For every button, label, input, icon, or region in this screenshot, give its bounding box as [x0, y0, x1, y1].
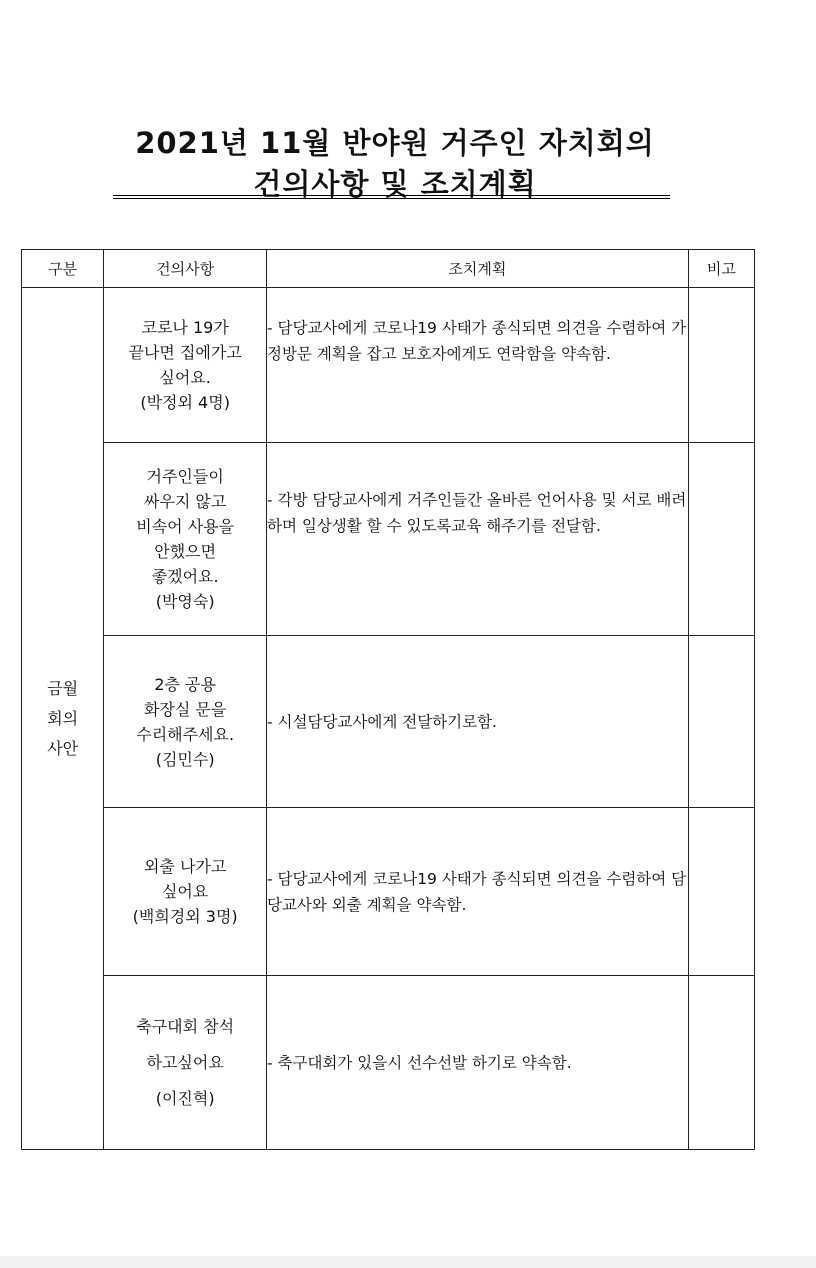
- suggestion-line: (이진혁): [155, 1088, 215, 1108]
- remarks-cell: [688, 976, 754, 1150]
- category-line: 사안: [47, 738, 79, 758]
- suggestion-line: 싶어요: [161, 882, 209, 901]
- remarks-cell: [688, 288, 754, 443]
- suggestion-line: 싶어요.: [159, 368, 211, 387]
- suggestion-line: 하고싶어요: [146, 1052, 224, 1072]
- category-line: 회의: [47, 708, 79, 728]
- suggestion-line: 외출 나가고: [143, 857, 227, 876]
- title-underline-second: [113, 198, 670, 199]
- category-cell: [22, 288, 104, 1150]
- remarks-cell: [688, 808, 754, 976]
- action-plan-cell: - 담당교사에게 코로나19 사태가 종식되면 의견을 수렴하여 담당교사와 외출 계획을 약속함.: [266, 808, 688, 976]
- document-title: 2021년 11월 반야원 거주인 자치회의: [135, 126, 655, 160]
- table-header-row: [22, 250, 755, 288]
- suggestion-line: 싸우지 않고: [143, 492, 227, 511]
- document-subtitle: 건의사항 및 조치계획: [253, 167, 537, 201]
- action-plan-cell: - 시설담당교사에게 전달하기로함.: [266, 636, 688, 808]
- meeting-table: [21, 249, 755, 1150]
- suggestion-cell: [104, 443, 267, 636]
- header-suggestion: 건의사항: [104, 250, 267, 288]
- header-action-plan: 조치계획: [266, 250, 688, 288]
- suggestion-cell: [104, 288, 267, 443]
- action-plan-cell: - 각방 담당교사에게 거주인들간 올바른 언어사용 및 서로 배려하며 일상생활 할 수 있도록교육 해주기를 전달함.: [266, 443, 688, 636]
- suggestion-cell: [104, 808, 267, 976]
- suggestion-line: 2층 공용: [154, 674, 216, 694]
- action-plan-cell: - 담당교사에게 코로나19 사태가 종식되면 의견을 수렴하여 가정방문 계획을 잡고 보호자에게도 연락함을 약속함.: [266, 288, 688, 443]
- suggestion-line: 안했으면: [154, 542, 217, 561]
- table-row: [22, 808, 755, 976]
- action-plan-cell: - 축구대회가 있을시 선수선발 하기로 약속함.: [266, 976, 688, 1150]
- remarks-cell: [688, 636, 754, 808]
- suggestion-line: (김민수): [155, 749, 215, 769]
- suggestion-line: (박정외 4명): [140, 393, 230, 412]
- suggestion-line: 코로나 19가: [141, 318, 229, 337]
- table-row: [22, 636, 755, 808]
- remarks-cell: [688, 443, 754, 636]
- title-underline: [113, 195, 670, 196]
- suggestion-cell: [104, 976, 267, 1150]
- suggestion-line: (백희경외 3명): [132, 907, 238, 926]
- table-row: [22, 443, 755, 636]
- category-line: 금월: [47, 678, 79, 698]
- suggestion-line: 거주인들이: [146, 467, 224, 486]
- suggestion-line: 축구대회 참석: [136, 1016, 235, 1036]
- header-category: 구분: [22, 250, 104, 288]
- suggestion-line: 화장실 문을: [143, 699, 227, 719]
- table-row: [22, 976, 755, 1150]
- suggestion-line: 끝나면 집에가고: [128, 343, 242, 362]
- suggestion-cell: [104, 636, 267, 808]
- viewer-bottom-strip: [0, 1256, 816, 1268]
- table-row: [22, 288, 755, 443]
- suggestion-line: 좋겠어요.: [151, 567, 219, 586]
- suggestion-line: 비속어 사용을: [136, 517, 235, 536]
- suggestion-line: (박영숙): [155, 592, 215, 611]
- suggestion-line: 수리해주세요.: [136, 724, 235, 744]
- header-remarks: 비고: [688, 250, 754, 288]
